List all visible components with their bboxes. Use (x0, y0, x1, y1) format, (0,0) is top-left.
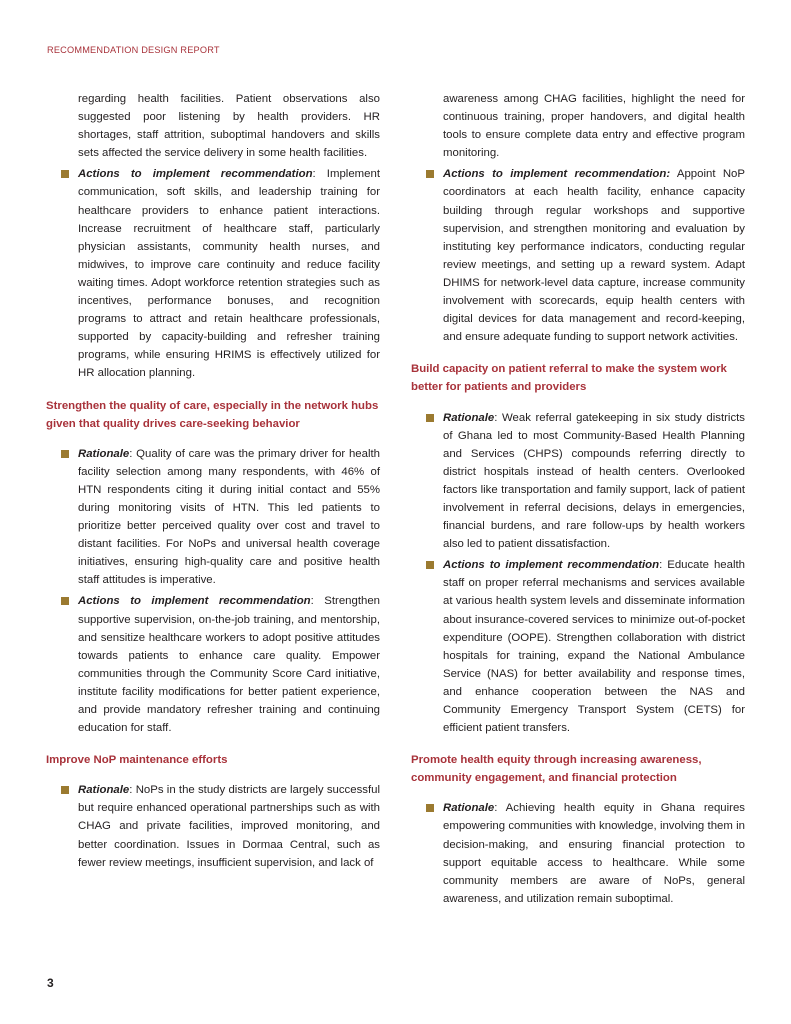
bullet-text: : Weak referral gatekeeping in six study districts of Ghana led to most Community-Based Health Planning and Services (CHPS) compounds referring directly to district hospitals instead of health centers. Overlooked factors like transportation and family support, lack of patient involvement in referral decisions, delays in emergencies, financial burdens, and rare follow-ups by health workers also led to patient dissatisfaction. (443, 411, 745, 551)
bullet-label: Actions to implement recommendation (443, 559, 660, 572)
left-column (46, 90, 380, 872)
bullet-item (78, 781, 380, 871)
bullet-label: Rationale (443, 802, 495, 815)
bullet-item (78, 165, 380, 382)
right-intro-paragraph: awareness among CHAG facilities, highlight the need for continuous training, proper handovers, and digital health tools to ensure complete data entry and effective program monitoring. (443, 93, 745, 160)
bullet-label: Actions to implement recommendation (78, 595, 311, 608)
bullet-item (443, 556, 745, 737)
bullet-square-icon (61, 170, 69, 178)
bullet-square-icon (426, 170, 434, 178)
section-heading: Improve NoP maintenance efforts (46, 754, 228, 767)
bullet-text: : Achieving health equity in Ghana requires empowering communities with knowledge, involving them in decision-making, and ensuring financial protection to support equitable access to healthcare. While some community members are aware of NoPs, general awareness, and utilization remain suboptimal. (443, 802, 745, 905)
bullet-item (443, 799, 745, 908)
bullet-text: Appoint NoP coordinators at each health facility, enhance capacity building through regular workshops and supportive supervision, and strengthen monitoring and evaluation by instituting key performance indicators, conducting regular review meetings, and setting up a reward system. Adapt DHIMS for network-level data capture, increase community involvement with scorecards, equip health centers with digital devices for data management and record-keeping, and ensure adequate funding to support network activities. (443, 168, 745, 344)
bullet-label: Rationale (78, 447, 130, 460)
bullet-item (443, 409, 745, 554)
bullet-label: Rationale (443, 411, 495, 424)
section-heading: Promote health equity through increasing awareness, community engagement, and financial protection (411, 754, 702, 785)
bullet-text: : Educate health staff on proper referral mechanisms and services available at various health system levels and disseminate information about insurance-covered services to minimize out-of-pocket expenditure (OOPE). Strengthen collaboration with district hospitals for training, expand the National Ambulance Service (NAS) for better availability and response times, and enhance cooperation between the NAS and Community Emergency Transport System (CETS) for efficient patient transfers. (443, 559, 745, 735)
bullet-label: Rationale (78, 784, 130, 797)
bullet-label: Actions to implement recommendation: (443, 168, 671, 181)
bullet-text: : Quality of care was the primary driver for health facility selection among many respondents, with 46% of HTN respondents citing it during initial contact and 55% during monitoring visits of HTN. This led patients to prioritize better perceived quality over cost and travel to distant facilities. For NoPs and universal health coverage initiatives, ensuring high-quality care and positive health staff attitudes is imperative. (78, 447, 380, 587)
bullet-square-icon (61, 786, 69, 794)
bullet-item (443, 165, 745, 346)
report-header: RECOMMENDATION DESIGN REPORT (47, 45, 220, 55)
bullet-text: : NoPs in the study districts are largely successful but require enhanced operational partnerships such as with CHAG and private facilities, improved monitoring, and better coordination. Issues in Dormaa Central, such as fewer review meetings, insufficient supervision, and lack of (78, 784, 380, 869)
bullet-square-icon (426, 414, 434, 422)
section-heading: Strengthen the quality of care, especially in the network hubs given that quality drives care-seeking behavior (46, 399, 379, 430)
page-number: 3 (47, 976, 54, 990)
right-column (411, 90, 745, 908)
bullet-text: : Implement communication, soft skills, and leadership training for healthcare providers to enhance patient interactions. Increase recruitment of healthcare staff, particularly physician assistants, community health nurses, and midwives, to improve care continuity and reduce facility waiting times. Adopt workforce retention strategies such as incentives, performance bonuses, and recognition programs to attract and retain healthcare professionals, supported by capacity-building and refresher training programs, while ensuring HRIMS is effectively utilized for HR allocation planning. (78, 168, 380, 380)
bullet-label: Actions to implement recommendation (78, 168, 313, 181)
bullet-item (78, 445, 380, 590)
bullet-item (78, 592, 380, 737)
left-intro-paragraph: regarding health facilities. Patient observations also suggested poor listening by health providers. HR shortages, staff attrition, suboptimal handovers and skills sets affected the service delivery in some health facilities. (78, 93, 380, 160)
bullet-square-icon (426, 561, 434, 569)
bullet-text: : Strengthen supportive supervision, on-the-job training, and mentorship, and sensitize healthcare workers to adopt positive attitudes towards patients to enhance care quality. Empower communities through the Community Score Card initiative, institute facility modifications for better patient experience, and provide mandatory refresher training and continuing education for staff. (78, 595, 380, 735)
bullet-square-icon (426, 804, 434, 812)
bullet-square-icon (61, 450, 69, 458)
section-heading: Build capacity on patient referral to make the system work better for patients and providers (411, 363, 727, 394)
bullet-square-icon (61, 597, 69, 605)
